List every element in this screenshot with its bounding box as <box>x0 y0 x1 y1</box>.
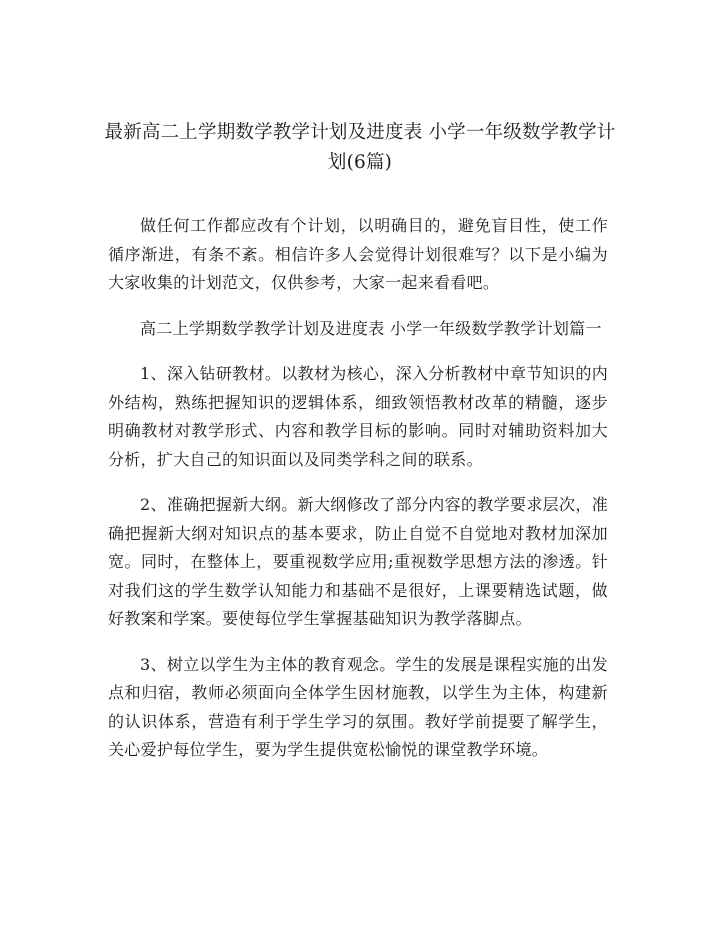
section-heading: 高二上学期数学教学计划及进度表 小学一年级数学教学计划篇一 <box>140 318 602 338</box>
intro-paragraph: 做任何工作都应改有个计划，以明确目的，避免盲目性，使工作循序渐进，有条不紊。相信许多人会觉得计划很难写？以下是小编为大家收集的计划范文，仅供参考，大家一起来看看吧。 <box>108 216 608 292</box>
document-title: 最新高二上学期数学教学计划及进度表 小学一年级数学教学计划(6篇) <box>104 122 616 173</box>
document-body <box>108 212 608 782</box>
point-3-paragraph: 3、树立以学生为主体的教育观念。学生的发展是课程实施的出发点和归宿，教师必须面向全体学生因材施教，以学生为主体，构建新的认识体系，营造有利于学生学习的氛围。教好学前提要了解学生，关心爱护每位学生，要为学生提供宽松愉悦的课堂教学环境。 <box>108 654 608 759</box>
point-1-paragraph: 1、深入钻研教材。以教材为核心，深入分析教材中章节知识的内外结构，熟练把握知识的逻辑体系，细致领悟教材改革的精髓，逐步明确教材对教学形式、内容和教学目标的影响。同时对辅助资料加大分析，扩大自己的知识面以及同类学科之间的联系。 <box>108 364 608 469</box>
point-2-paragraph: 2、准确把握新大纲。新大纲修改了部分内容的教学要求层次，准确把握新大纲对知识点的基本要求，防止自觉不自觉地对教材加深加宽。同时，在整体上，要重视数学应用;重视数学思想方法的渗透。针对我们这的学生数学认知能力和基础不是很好，上课要精选试题，做好教案和学案。要使每位学生掌握基础知识为教学落脚点。 <box>108 495 608 628</box>
